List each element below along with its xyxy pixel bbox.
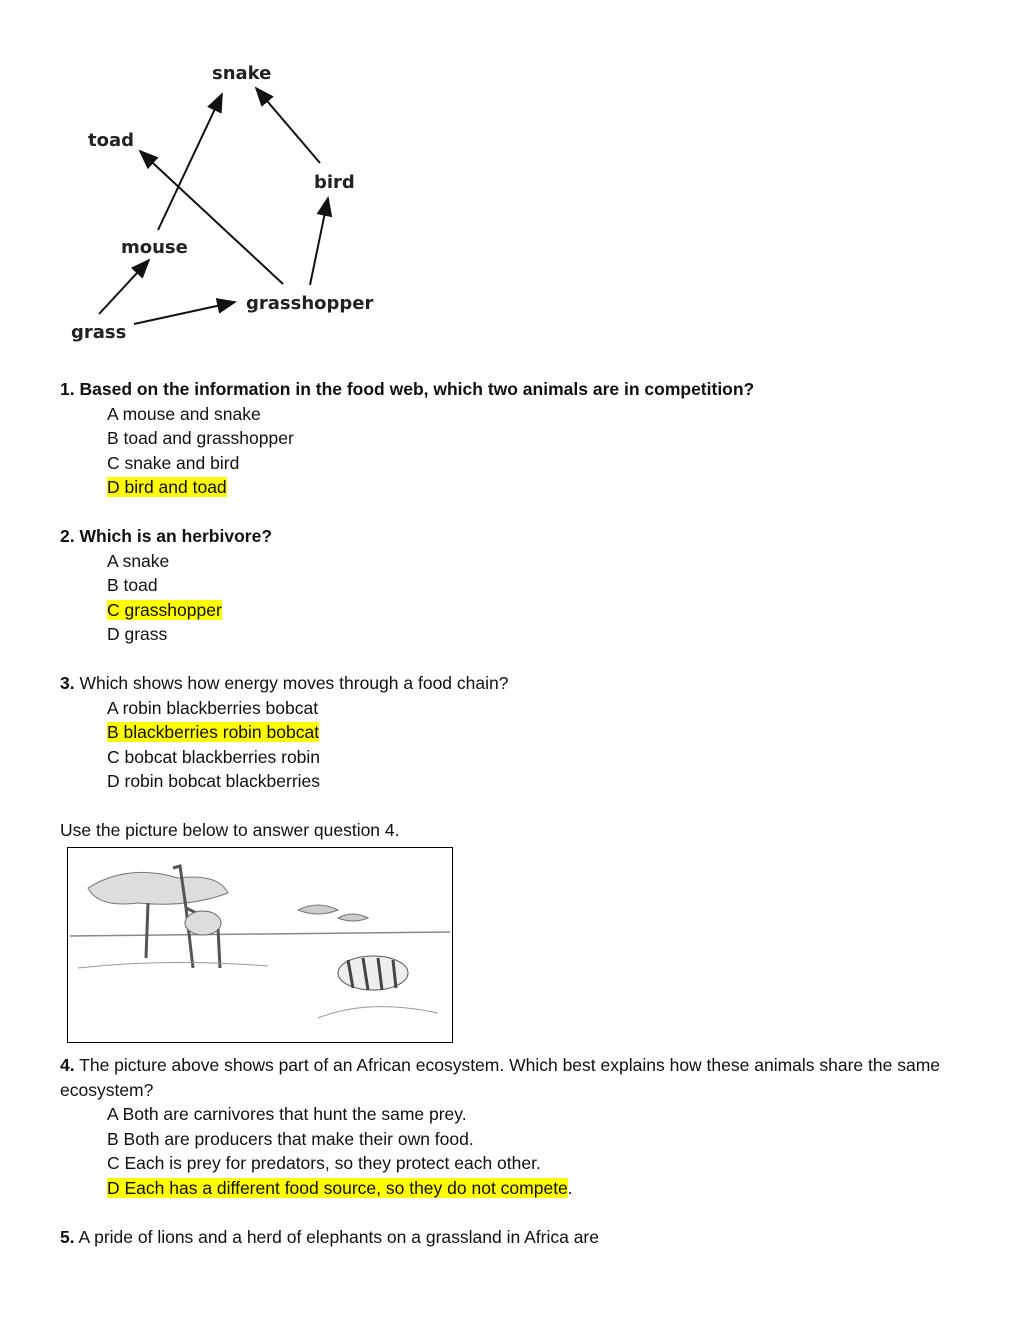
option-3d: D robin bobcat blackberries [107,771,321,791]
option-4c: C Each is prey for predators, so they protect each other. [107,1153,541,1173]
node-grass: grass [71,322,127,343]
node-grasshopper: grasshopper [246,293,374,314]
option-1a: A mouse and snake [107,403,261,424]
question-4: 4. The picture above shows part of an African ecosystem. Which best explains how these animals share the same ecosystem? [60,1055,941,1100]
option-4a: A Both are carnivores that hunt the same prey. [107,1104,467,1124]
option-1b: B toad and grasshopper [107,428,294,448]
option-2c-answer: C grasshopper [107,599,222,620]
option-4d-answer: D Each has a different food source, so they do not compete [107,1177,568,1198]
food-web-arrows [99,88,328,324]
food-web-diagram [60,50,400,350]
option-2d: D grass [107,624,168,644]
node-bird: bird [314,172,355,193]
question-1: 1. Based on the information in the food web, which two animals are in competition? [60,379,755,399]
arrow-grasshopper-to-toad [140,151,283,284]
arrow-grass-to-mouse [99,260,149,314]
question-3: 3. Which shows how energy moves through a food chain? [60,673,509,693]
arrow-mouse-to-snake [158,94,222,230]
arrow-bird-to-snake [256,88,320,163]
option-2b: B toad [107,575,158,595]
node-toad: toad [88,130,135,151]
savanna-picture [67,847,453,1043]
option-3b-answer: B blackberries robin bobcat [107,722,320,742]
option-2a: A snake [107,550,170,571]
arrow-grasshopper-to-bird [310,198,328,285]
question-2: 2. Which is an herbivore? [60,526,273,546]
option-3a: A robin blackberries bobcat [107,697,319,718]
option-1d-answer: D bird and toad [107,477,227,497]
option-3c: C bobcat blackberries robin [107,746,321,767]
questions: 1. Based on the information in the food web, which two animals are in competition? A mouse and snake B toad and grasshopper C snake and bird D bird and toad 2. Which is an herbivore? A snake B toad C grasshopper D grass 3. Which shows how energy moves through a food chain? A robin blackberries bobcat B blackberries robin bobcat C bobcat blackberries robin D robin bobcat blackberries Use the picture below to answer question 4. 4. The picture above shows part of an African ecosystem. Which best explains how these animals share the same ecosystem? A Both are carnivores that hunt the same prey. B Both are producers that make their own food. C Each is prey for predators, so they protect each other. D Each has a different food source, so they do not compete. 5. A pride of lions and a herd of elephants on a grassland in Africa are [60,377,960,1249]
option-1c: C snake and bird [107,452,240,473]
node-mouse: mouse [121,237,188,258]
question-5: 5. A pride of lions and a herd of elephants on a grassland in Africa are [60,1226,599,1247]
picture-instruction: Use the picture below to answer question 4. [60,820,400,840]
node-snake: snake [212,63,272,84]
arrow-grass-to-grasshopper [134,302,235,324]
option-4b: B Both are producers that make their own food. [107,1128,474,1149]
